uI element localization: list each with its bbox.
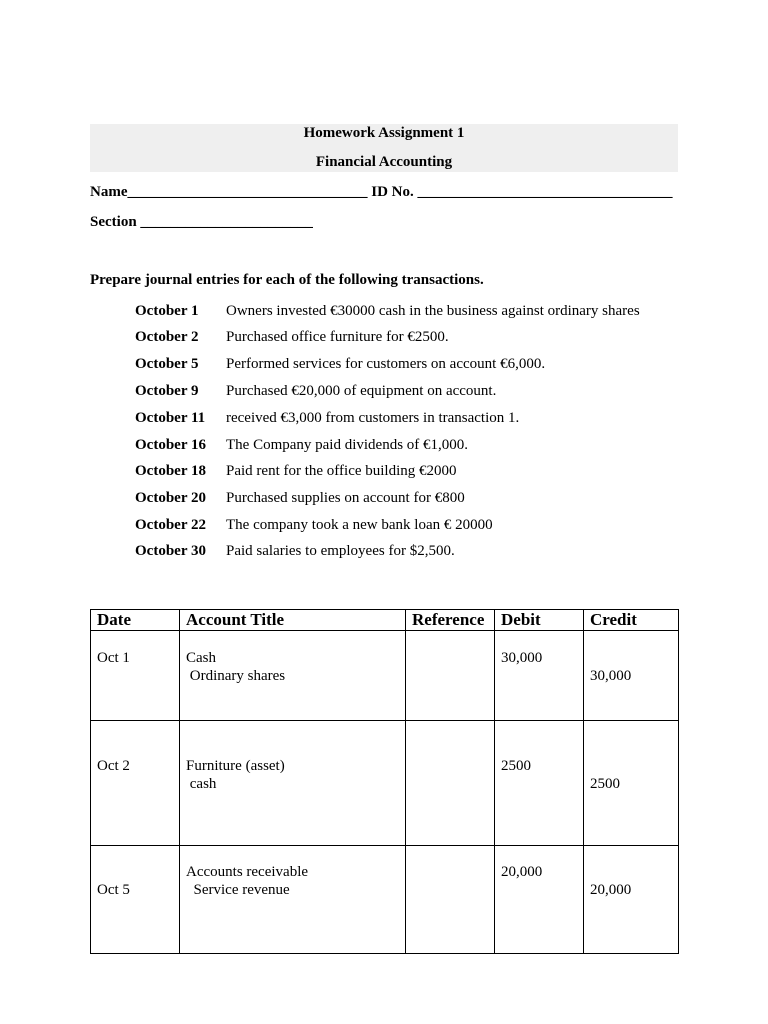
header-reference: Reference <box>406 610 495 631</box>
transaction-text: Purchased office furniture for €2500. <box>226 329 449 345</box>
assignment-title: Homework Assignment 1 <box>303 125 465 141</box>
transaction-text: Purchased supplies on account for €800 <box>226 490 465 506</box>
debit-amount: 2500 <box>501 758 531 774</box>
credit-account: cash <box>186 776 217 792</box>
transaction-date: October 22 <box>135 517 206 533</box>
table-row <box>91 721 679 846</box>
credit-amount: 30,000 <box>590 668 632 684</box>
credit-amount: 2500 <box>590 776 620 792</box>
credit-amount: 20,000 <box>590 882 632 898</box>
row-date: Oct 2 <box>97 758 130 774</box>
credit-account: Service revenue <box>186 882 290 898</box>
debit-account: Cash <box>186 650 216 666</box>
transaction-item <box>135 329 695 349</box>
transaction-item <box>135 303 695 323</box>
header-debit: Debit <box>495 610 584 631</box>
debit-account: Furniture (asset) <box>186 758 285 774</box>
transaction-item <box>135 463 695 483</box>
debit-amount: 20,000 <box>501 864 543 880</box>
header-date: Date <box>91 610 180 631</box>
transaction-date: October 30 <box>135 543 206 559</box>
header-credit: Credit <box>584 610 679 631</box>
debit-account: Accounts receivable <box>186 864 309 880</box>
table-row <box>91 631 679 721</box>
transaction-text: Performed services for customers on account €6,000. <box>226 356 546 372</box>
row-date: Oct 1 <box>97 650 130 666</box>
transaction-text: Paid rent for the office building €2000 <box>226 463 457 479</box>
instruction-text: Prepare journal entries for each of the following transactions. <box>90 272 484 288</box>
course-title: Financial Accounting <box>315 154 453 170</box>
transaction-date: October 5 <box>135 356 199 372</box>
transaction-text: The Company paid dividends of €1,000. <box>226 437 469 453</box>
transaction-date: October 2 <box>135 329 199 345</box>
transaction-text: Paid salaries to employees for $2,500. <box>226 543 455 559</box>
transaction-text: The company took a new bank loan € 20000 <box>226 517 493 533</box>
transaction-date: October 20 <box>135 490 206 506</box>
transaction-date: October 1 <box>135 303 199 319</box>
journal-table <box>90 609 679 954</box>
transaction-item <box>135 383 695 403</box>
transaction-item <box>135 356 695 376</box>
transaction-item <box>135 543 695 563</box>
transaction-date: October 18 <box>135 463 206 479</box>
row-reference <box>412 863 488 881</box>
transaction-text: Owners invested €30000 cash in the business against ordinary shares <box>226 303 640 319</box>
transaction-item <box>135 490 695 510</box>
name-id-line: Name________________________________ ID No. __________________________________ <box>90 184 673 200</box>
row-reference <box>412 649 488 667</box>
credit-account: Ordinary shares <box>186 668 286 684</box>
transaction-date: October 16 <box>135 437 206 453</box>
transaction-item <box>135 410 695 430</box>
table-row <box>91 846 679 954</box>
debit-amount: 30,000 <box>501 650 543 666</box>
transaction-item <box>135 437 695 457</box>
table-header-row <box>91 610 679 631</box>
section-line: Section _______________________ <box>90 214 313 230</box>
row-reference <box>412 757 488 775</box>
transaction-text: received €3,000 from customers in transaction 1. <box>226 410 520 426</box>
header-account-title: Account Title <box>180 610 406 631</box>
transaction-item <box>135 517 695 537</box>
transaction-text: Purchased €20,000 of equipment on account. <box>226 383 497 399</box>
transaction-date: October 11 <box>135 410 206 426</box>
transaction-date: October 9 <box>135 383 199 399</box>
row-date: Oct 5 <box>97 882 130 898</box>
